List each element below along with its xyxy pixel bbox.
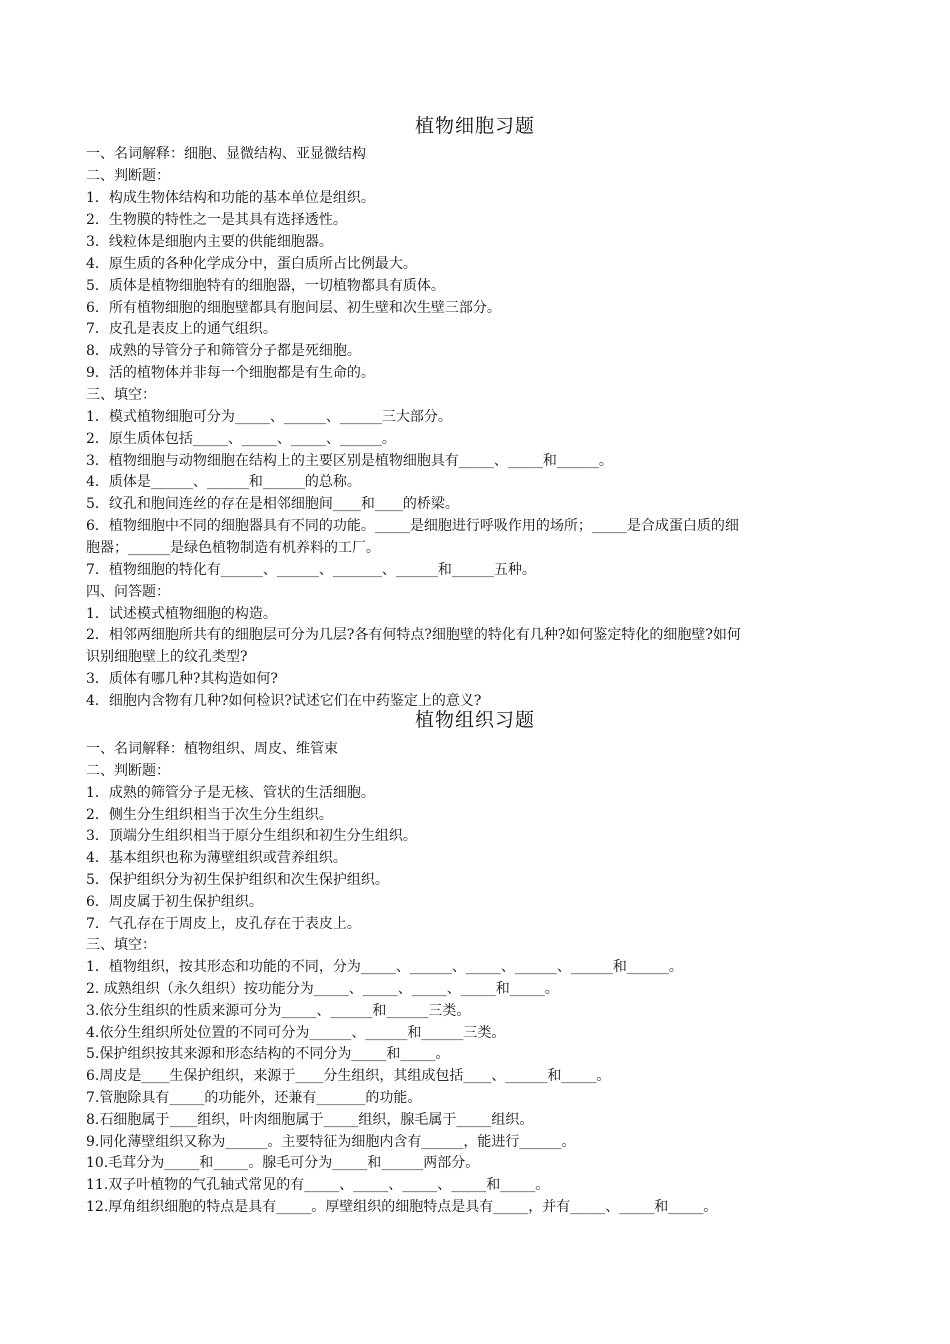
- section-title-plant-tissue: 植物组织习题: [414, 709, 535, 731]
- section-2-line-17: 7.管胞除具有_____的功能外，还兼有_______的功能。: [86, 1090, 422, 1106]
- section-1-line-2: 二、判断题：: [86, 168, 170, 184]
- section-2-line-4: 2．侧生分生组织相当于次生分生组织。: [86, 807, 333, 823]
- section-title-plant-cell: 植物细胞习题: [414, 115, 535, 137]
- section-1-line-24: 识别细胞壁上的纹孔类型?: [86, 649, 248, 665]
- section-2-line-3: 1．成熟的筛管分子是无核、管状的生活细胞。: [86, 785, 375, 801]
- section-2-line-6: 4．基本组织也称为薄壁组织或营养组织。: [86, 850, 347, 866]
- section-2-line-10: 三、填空：: [86, 937, 156, 953]
- section-2-line-22: 12.厚角组织细胞的特点是具有_____。厚壁组织的细胞特点是具有_____，并有_____、_____和_____。: [86, 1199, 718, 1215]
- section-1-line-6: 4．原生质的各种化学成分中，蛋白质所占比例最大。: [86, 256, 417, 272]
- section-1-line-19: 胞器；______是绿色植物制造有机养料的工厂。: [86, 540, 380, 556]
- section-2-line-7: 5．保护组织分为初生保护组织和次生保护组织。: [86, 872, 389, 888]
- section-1-line-13: 1．模式植物细胞可分为_____、______、______三大部分。: [86, 409, 452, 425]
- section-1-line-23: 2．相邻两细胞所共有的细胞层可分为几层?各有何特点?细胞壁的特化有几种?如何鉴定特化的细胞壁?如何: [86, 627, 741, 643]
- section-1-line-21: 四、问答题：: [86, 584, 170, 600]
- section-1-line-15: 3．植物细胞与动物细胞在结构上的主要区别是植物细胞具有_____、_____和______。: [86, 453, 613, 469]
- section-2-line-5: 3．顶端分生组织相当于原分生组织和初生分生组织。: [86, 828, 417, 844]
- section-1-line-16: 4．质体是______、______和______的总称。: [86, 474, 361, 490]
- section-2-line-11: 1．植物组织，按其形态和功能的不同，分为_____、______、_____、______、______和______。: [86, 959, 683, 975]
- section-1-line-12: 三、填空：: [86, 387, 156, 403]
- section-2-line-19: 9.同化薄壁组织又称为______。主要特征为细胞内含有______，能进行______。: [86, 1134, 576, 1150]
- section-1-line-10: 8．成熟的导管分子和筛管分子都是死细胞。: [86, 343, 361, 359]
- section-1-line-5: 3．线粒体是细胞内主要的供能细胞器。: [86, 234, 333, 250]
- section-2-line-15: 5.保护组织按其来源和形态结构的不同分为_____和_____。: [86, 1046, 450, 1062]
- section-2-line-13: 3.依分生组织的性质来源可分为_____、______和______三类。: [86, 1003, 471, 1019]
- section-1-line-18: 6．植物细胞中不同的细胞器具有不同的功能。_____是细胞进行呼吸作用的场所；_____是合成蛋白质的细: [86, 518, 739, 534]
- section-1-line-14: 2．原生质体包括_____、_____、_____、______。: [86, 431, 396, 447]
- section-1-line-22: 1．试述模式植物细胞的构造。: [86, 606, 277, 622]
- section-1-line-9: 7．皮孔是表皮上的通气组织。: [86, 321, 277, 337]
- section-2-line-16: 6.周皮是____生保护组织，来源于____分生组织，其组成包括____、______和_____。: [86, 1068, 611, 1084]
- section-1-line-26: 4．细胞内含物有几种?如何检识?试述它们在中药鉴定上的意义?: [86, 693, 482, 709]
- section-1-line-4: 2．生物膜的特性之一是其具有选择透性。: [86, 212, 347, 228]
- section-2-line-14: 4.依分生组织所处位置的不同可分为______、______和______三类。: [86, 1025, 506, 1041]
- section-1-line-3: 1．构成生物体结构和功能的基本单位是组织。: [86, 190, 375, 206]
- section-1-line-7: 5．质体是植物细胞特有的细胞器，一切植物都具有质体。: [86, 278, 445, 294]
- section-1-line-1: 一、名词解释：细胞、显微结构、亚显微结构: [86, 146, 366, 162]
- section-1-line-25: 3．质体有哪几种?其构造如何?: [86, 671, 278, 687]
- section-2-line-18: 8.石细胞属于____组织，叶肉细胞属于_____组织，腺毛属于_____组织。: [86, 1112, 534, 1128]
- section-1-line-11: 9．活的植物体并非每一个细胞都是有生命的。: [86, 365, 375, 381]
- section-2-line-12: 2. 成熟组织（永久组织）按功能分为_____、_____、_____、_____和_____。: [86, 981, 559, 997]
- section-2-line-2: 二、判断题：: [86, 763, 170, 779]
- section-2-line-1: 一、名词解释：植物组织、周皮、维管束: [86, 741, 338, 757]
- section-1-line-17: 5．纹孔和胞间连丝的存在是相邻细胞间____和____的桥梁。: [86, 496, 459, 512]
- section-2-line-20: 10.毛茸分为_____和_____。腺毛可分为_____和______两部分。: [86, 1155, 480, 1171]
- section-1-line-20: 7．植物细胞的特化有______、______、_______、______和______五种。: [86, 562, 536, 578]
- section-1-line-8: 6．所有植物细胞的细胞壁都具有胞间层、初生壁和次生壁三部分。: [86, 300, 501, 316]
- section-2-line-8: 6．周皮属于初生保护组织。: [86, 894, 263, 910]
- section-2-line-9: 7．气孔存在于周皮上，皮孔存在于表皮上。: [86, 916, 361, 932]
- section-2-line-21: 11.双子叶植物的气孔轴式常见的有_____、_____、_____、_____和_____。: [86, 1177, 550, 1193]
